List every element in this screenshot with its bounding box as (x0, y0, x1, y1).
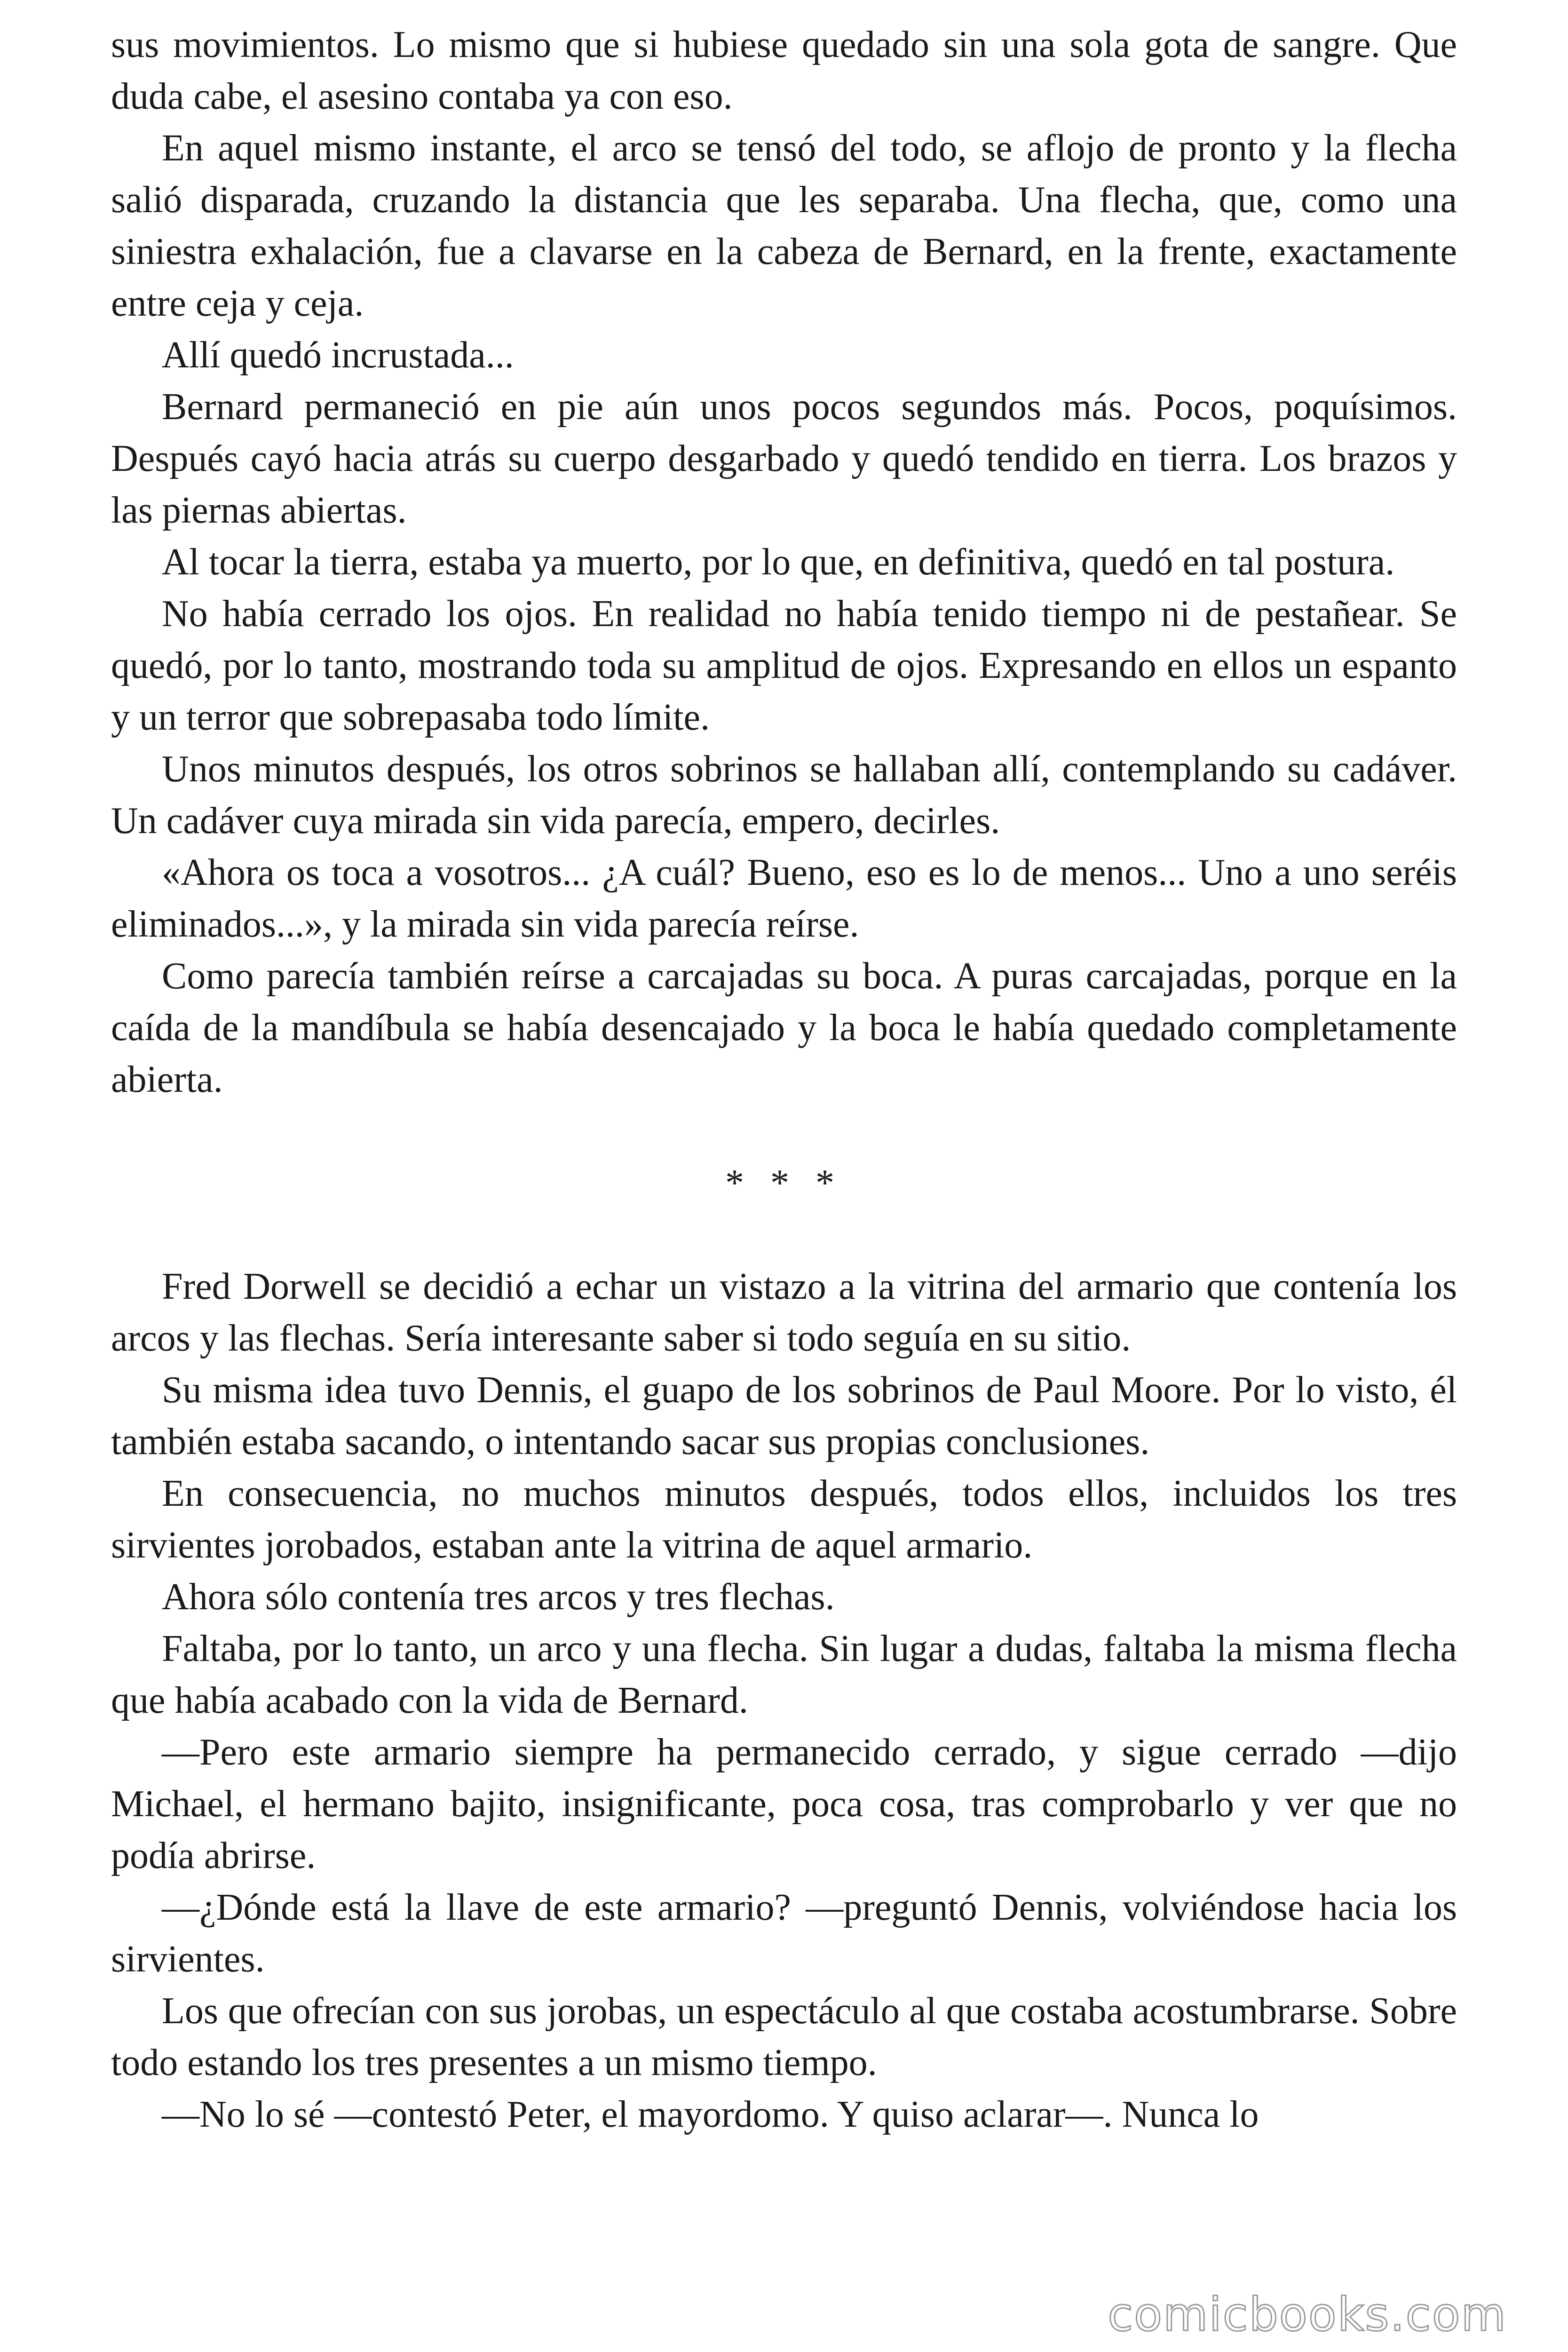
paragraph: Bernard permaneció en pie aún unos pocos segundos más. Pocos, poquísimos. Después cayó hacia atrás su cuerpo desgarbado y quedó tendido en tierra. Los brazos y las piernas abiertas. (111, 386, 1457, 531)
paragraph: En consecuencia, no muchos minutos después, todos ellos, incluidos los tres sirvientes jorobados, estaban ante la vitrina de aquel armario. (111, 1473, 1457, 1566)
paragraph: —No lo sé —contestó Peter, el mayordomo. Y quiso aclarar—. Nunca lo (162, 2094, 1259, 2135)
page-body (111, 19, 1457, 2140)
watermark: comicbooks.com (1108, 2288, 1507, 2342)
paragraph: Faltaba, por lo tanto, un arco y una flecha. Sin lugar a dudas, faltaba la misma flecha que había acabado con la vida de Bernard. (111, 1628, 1457, 1721)
paragraph: «Ahora os toca a vosotros... ¿A cuál? Bueno, eso es lo de menos... Uno a uno seréis eliminados...», y la mirada sin vida parecía reírse. (111, 852, 1457, 945)
paragraph: Ahora sólo contenía tres arcos y tres flechas. (162, 1576, 835, 1618)
paragraph: Unos minutos después, los otros sobrinos se hallaban allí, contemplando su cadáver. Un cadáver cuya mirada sin vida parecía, empero, decirles. (111, 748, 1457, 842)
paragraph: Su misma idea tuvo Dennis, el guapo de los sobrinos de Paul Moore. Por lo visto, él también estaba sacando, o intentando sacar sus propias conclusiones. (111, 1369, 1457, 1462)
paragraph: Allí quedó incrustada... (162, 334, 514, 376)
paragraph: Al tocar la tierra, estaba ya muerto, por lo que, en definitiva, quedó en tal postura. (162, 541, 1395, 583)
paragraph: Los que ofrecían con sus jorobas, un espectáculo al que costaba acostumbrarse. Sobre todo estando los tres presentes a un mismo tiempo. (111, 1990, 1457, 2083)
paragraph: —¿Dónde está la llave de este armario? —preguntó Dennis, volviéndose hacia los sirvientes. (111, 1887, 1457, 1980)
paragraph: Fred Dorwell se decidió a echar un vistazo a la vitrina del armario que contenía los arcos y las flechas. Sería interesante saber si todo seguía en su sitio. (111, 1266, 1457, 1359)
paragraph: En aquel mismo instante, el arco se tensó del todo, se aflojo de pronto y la flecha salió disparada, cruzando la distancia que les separaba. Una flecha, que, como una siniestra exhalación, fue a clavarse en la cabeza de Bernard, en la frente, exactamente entre ceja y ceja. (111, 127, 1457, 324)
paragraph: sus movimientos. Lo mismo que si hubiese quedado sin una sola gota de sangre. Que duda cabe, el asesino contaba ya con eso. (111, 24, 1457, 117)
section-separator: * * * (725, 1162, 843, 1204)
paragraph: No había cerrado los ojos. En realidad no había tenido tiempo ni de pestañear. Se quedó, por lo tanto, mostrando toda su amplitud de ojos. Expresando en ellos un espanto y un terror que sobrepasaba todo límite. (111, 593, 1457, 738)
paragraph: —Pero este armario siempre ha permanecido cerrado, y sigue cerrado —dijo Michael, el hermano bajito, insignificante, poca cosa, tras comprobarlo y ver que no podía abrirse. (111, 1732, 1457, 1876)
paragraph: Como parecía también reírse a carcajadas su boca. A puras carcajadas, porque en la caída de la mandíbula se había desencajado y la boca le había quedado completamente abierta. (111, 955, 1457, 1100)
